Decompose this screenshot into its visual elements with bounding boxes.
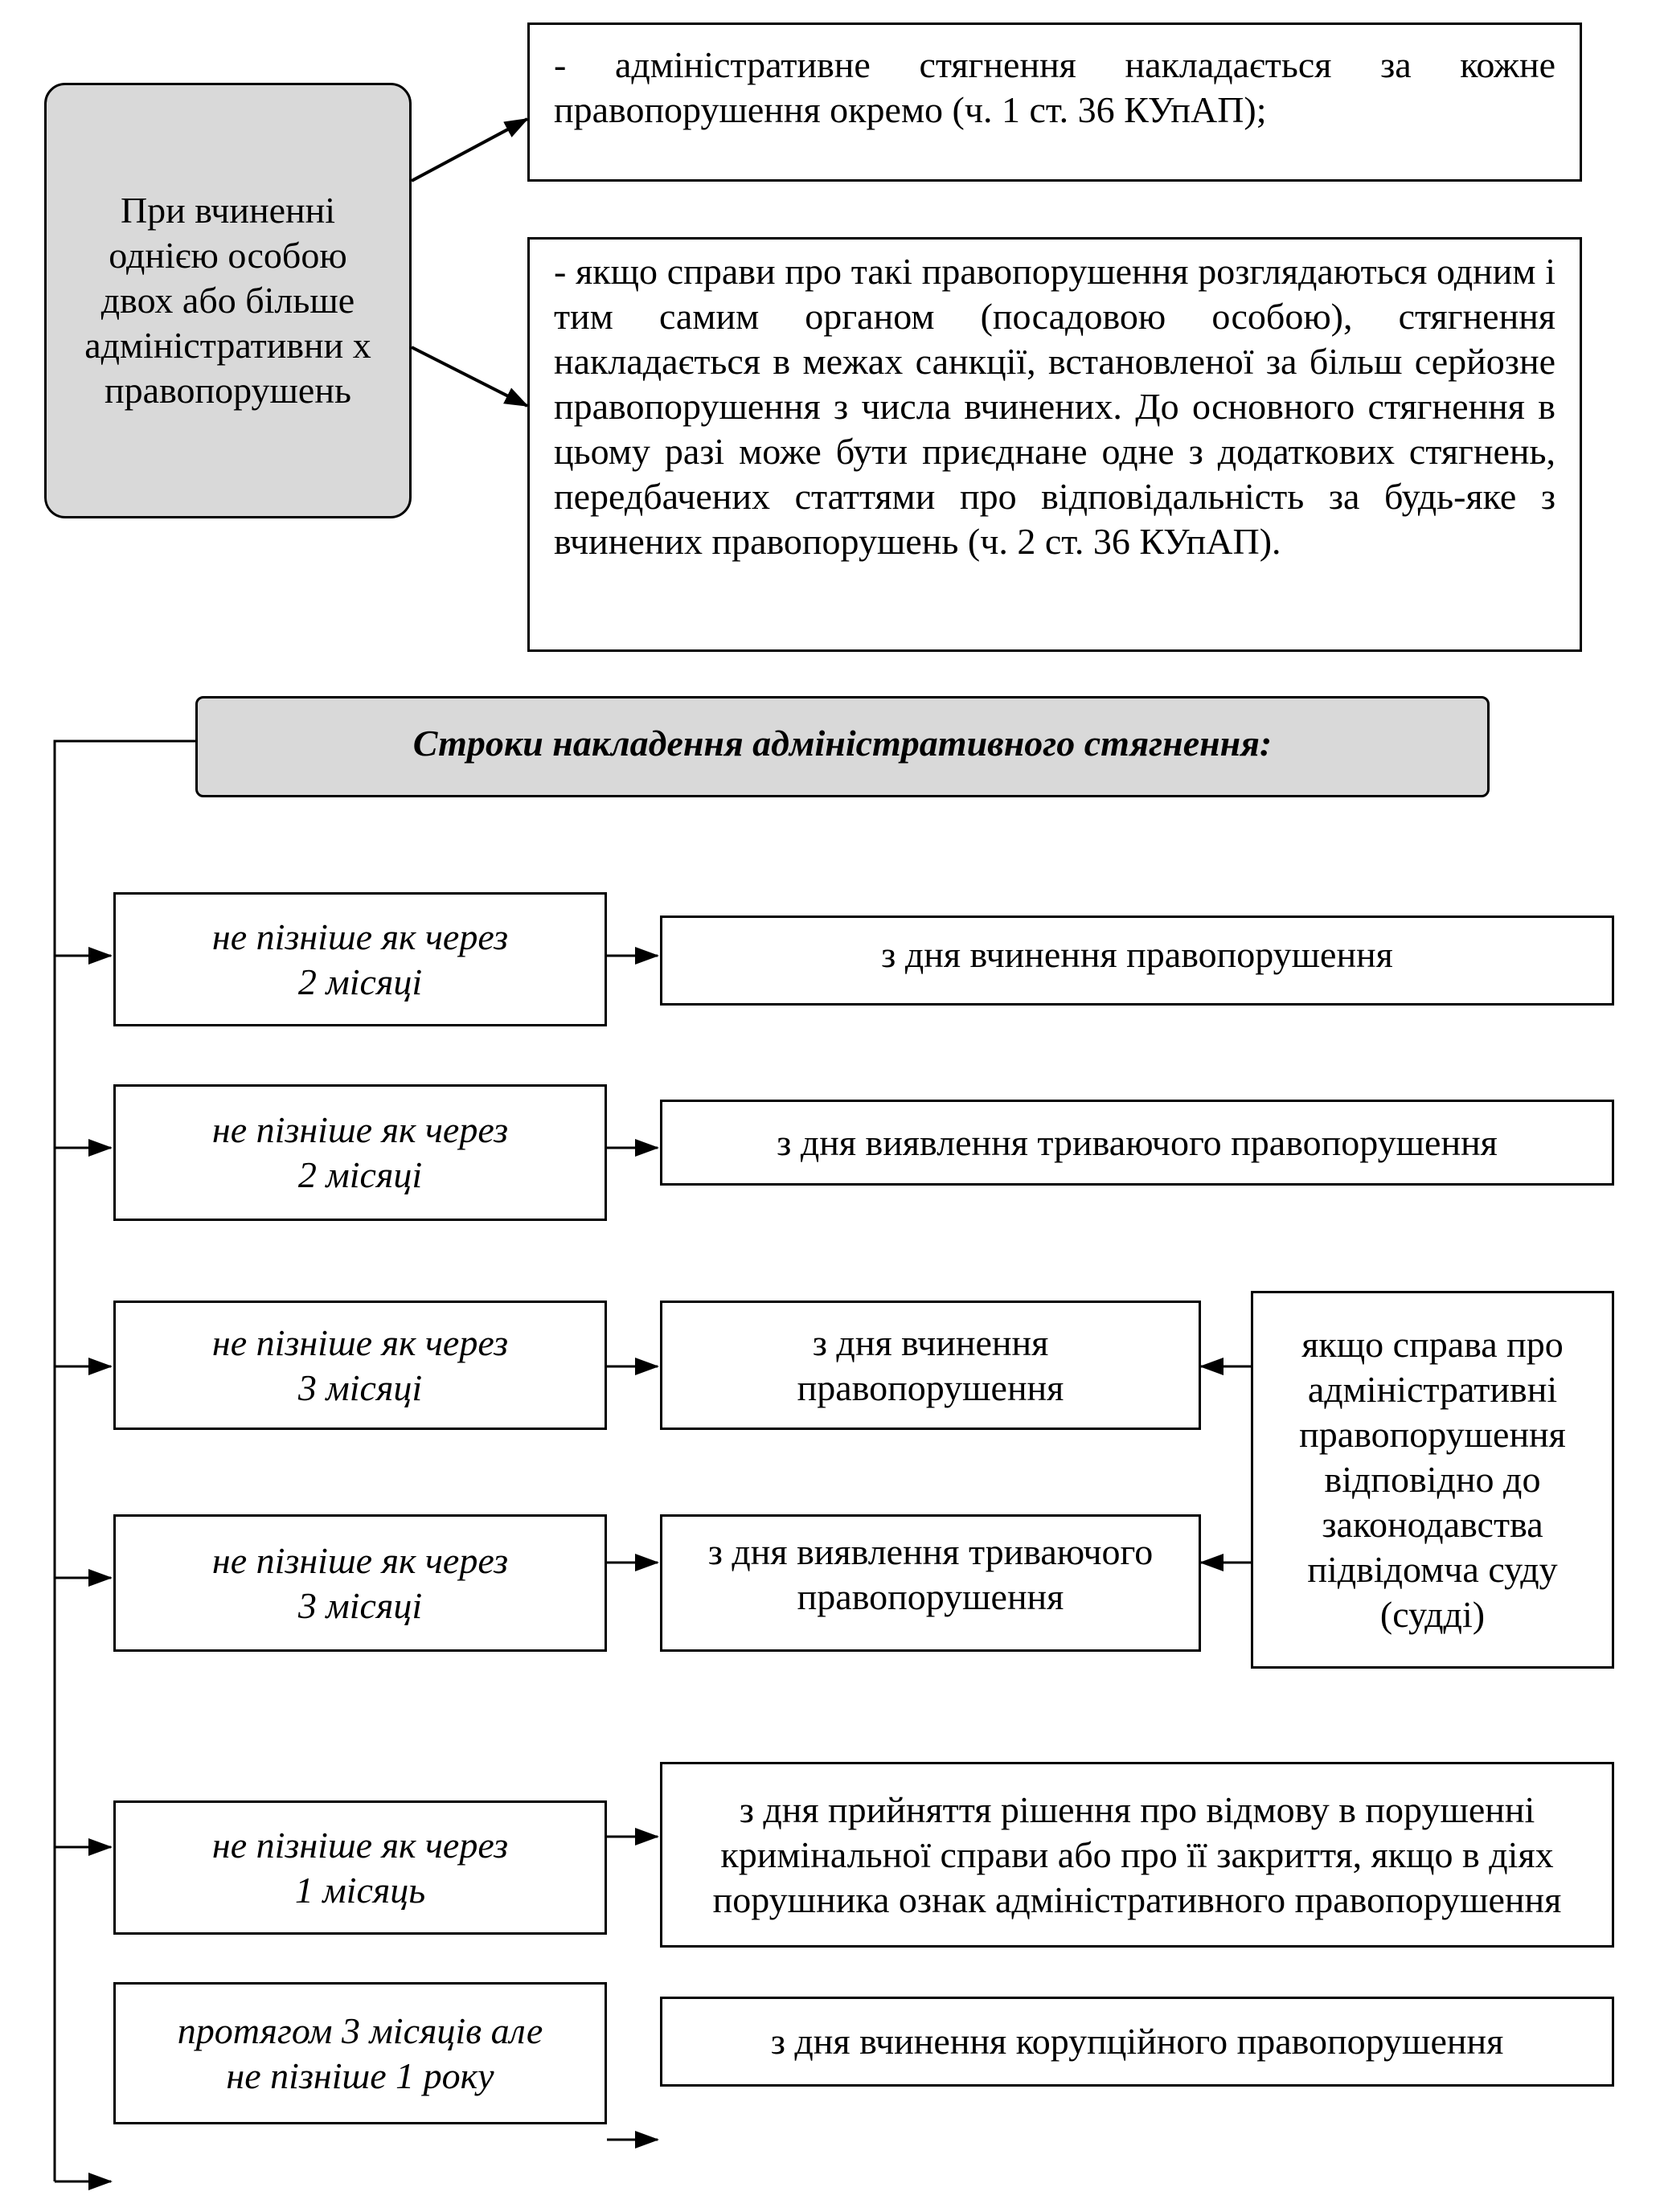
from-box-6 xyxy=(660,1997,1614,2087)
term-1-line1: не пізніше як через xyxy=(211,916,509,957)
from-6-text: з дня вчинення корупційного правопорушення xyxy=(770,2021,1504,2062)
term-4-line2: 3 місяці xyxy=(297,1584,423,1626)
term-1-line2: 2 місяці xyxy=(297,961,423,1002)
from-box-3 xyxy=(660,1301,1201,1430)
from-3-line2: правопорушення xyxy=(797,1366,1064,1408)
from-5-text: з дня прийняття рішення про відмову в порушенні кримінальної справи або про її закриття, якщо в діях порушника ознак адміністративного правопорушення xyxy=(712,1788,1562,1920)
term-box-2 xyxy=(113,1084,607,1221)
term-box-3 xyxy=(113,1301,607,1430)
court-condition-text: якщо справа про адміністративні правопорушення відповідно до законодавства підвідомча суду (судді) xyxy=(1299,1324,1566,1635)
terms-header-text: Строки накладення адміністративного стягнення: xyxy=(412,723,1273,764)
term-2-line2: 2 місяці xyxy=(297,1154,423,1195)
court-condition-box xyxy=(1251,1291,1614,1669)
source-box-label: При вчиненні однією особою двох або більше адміністративни х правопорушень xyxy=(84,190,371,411)
rule-1-box xyxy=(527,23,1582,182)
from-box-5 xyxy=(660,1762,1614,1948)
from-box-2 xyxy=(660,1100,1614,1186)
terms-header xyxy=(195,696,1490,797)
from-box-4 xyxy=(660,1514,1201,1652)
term-3-line1: не пізніше як через xyxy=(211,1321,509,1363)
from-3-line1: з дня вчинення xyxy=(812,1321,1049,1363)
rule-2-text: - якщо справи про такі правопорушення розглядаються одним і тим самим органом (посадовою особою), стягнення накладається в межах санкції, встановленої за більш серйозне правопорушення з числа вчинених. До основного стягнення в цьому разі може бути приєднане одне з додаткових стягнень, передбачених статтями про відповідальність за будь-яке з вчинених правопорушень (ч. 2 ст. 36 КУпАП). xyxy=(554,251,1555,562)
term-6-line1: протягом 3 місяців але xyxy=(177,2009,543,2051)
term-box-5 xyxy=(113,1800,607,1935)
source-box xyxy=(44,83,412,518)
term-3-line2: 3 місяці xyxy=(297,1366,423,1408)
from-4-line1: з дня виявлення триваючого xyxy=(707,1531,1154,1572)
term-box-6 xyxy=(113,1982,607,2124)
term-2-line1: не пізніше як через xyxy=(211,1109,509,1150)
rule-1-text: - адміністративне стягнення накладається за кожне правопорушення окремо (ч. 1 ст. 36 КУпАП); xyxy=(554,44,1555,130)
from-2-text: з дня виявлення триваючого правопорушення xyxy=(777,1121,1498,1163)
arrow-to-rule-2 xyxy=(412,347,527,406)
rule-2-box xyxy=(527,237,1582,652)
term-6-line2: не пізніше 1 року xyxy=(226,2054,494,2096)
from-box-1 xyxy=(660,916,1614,1006)
from-4-line2: правопорушення xyxy=(797,1576,1064,1617)
term-box-4 xyxy=(113,1514,607,1652)
arrow-to-rule-1 xyxy=(412,119,527,181)
term-5-line1: не пізніше як через xyxy=(211,1824,509,1866)
from-1-text: з дня вчинення правопорушення xyxy=(881,934,1393,975)
term-5-line2: 1 місяць xyxy=(294,1869,426,1911)
term-box-1 xyxy=(113,892,607,1026)
term-4-line1: не пізніше як через xyxy=(211,1539,509,1581)
